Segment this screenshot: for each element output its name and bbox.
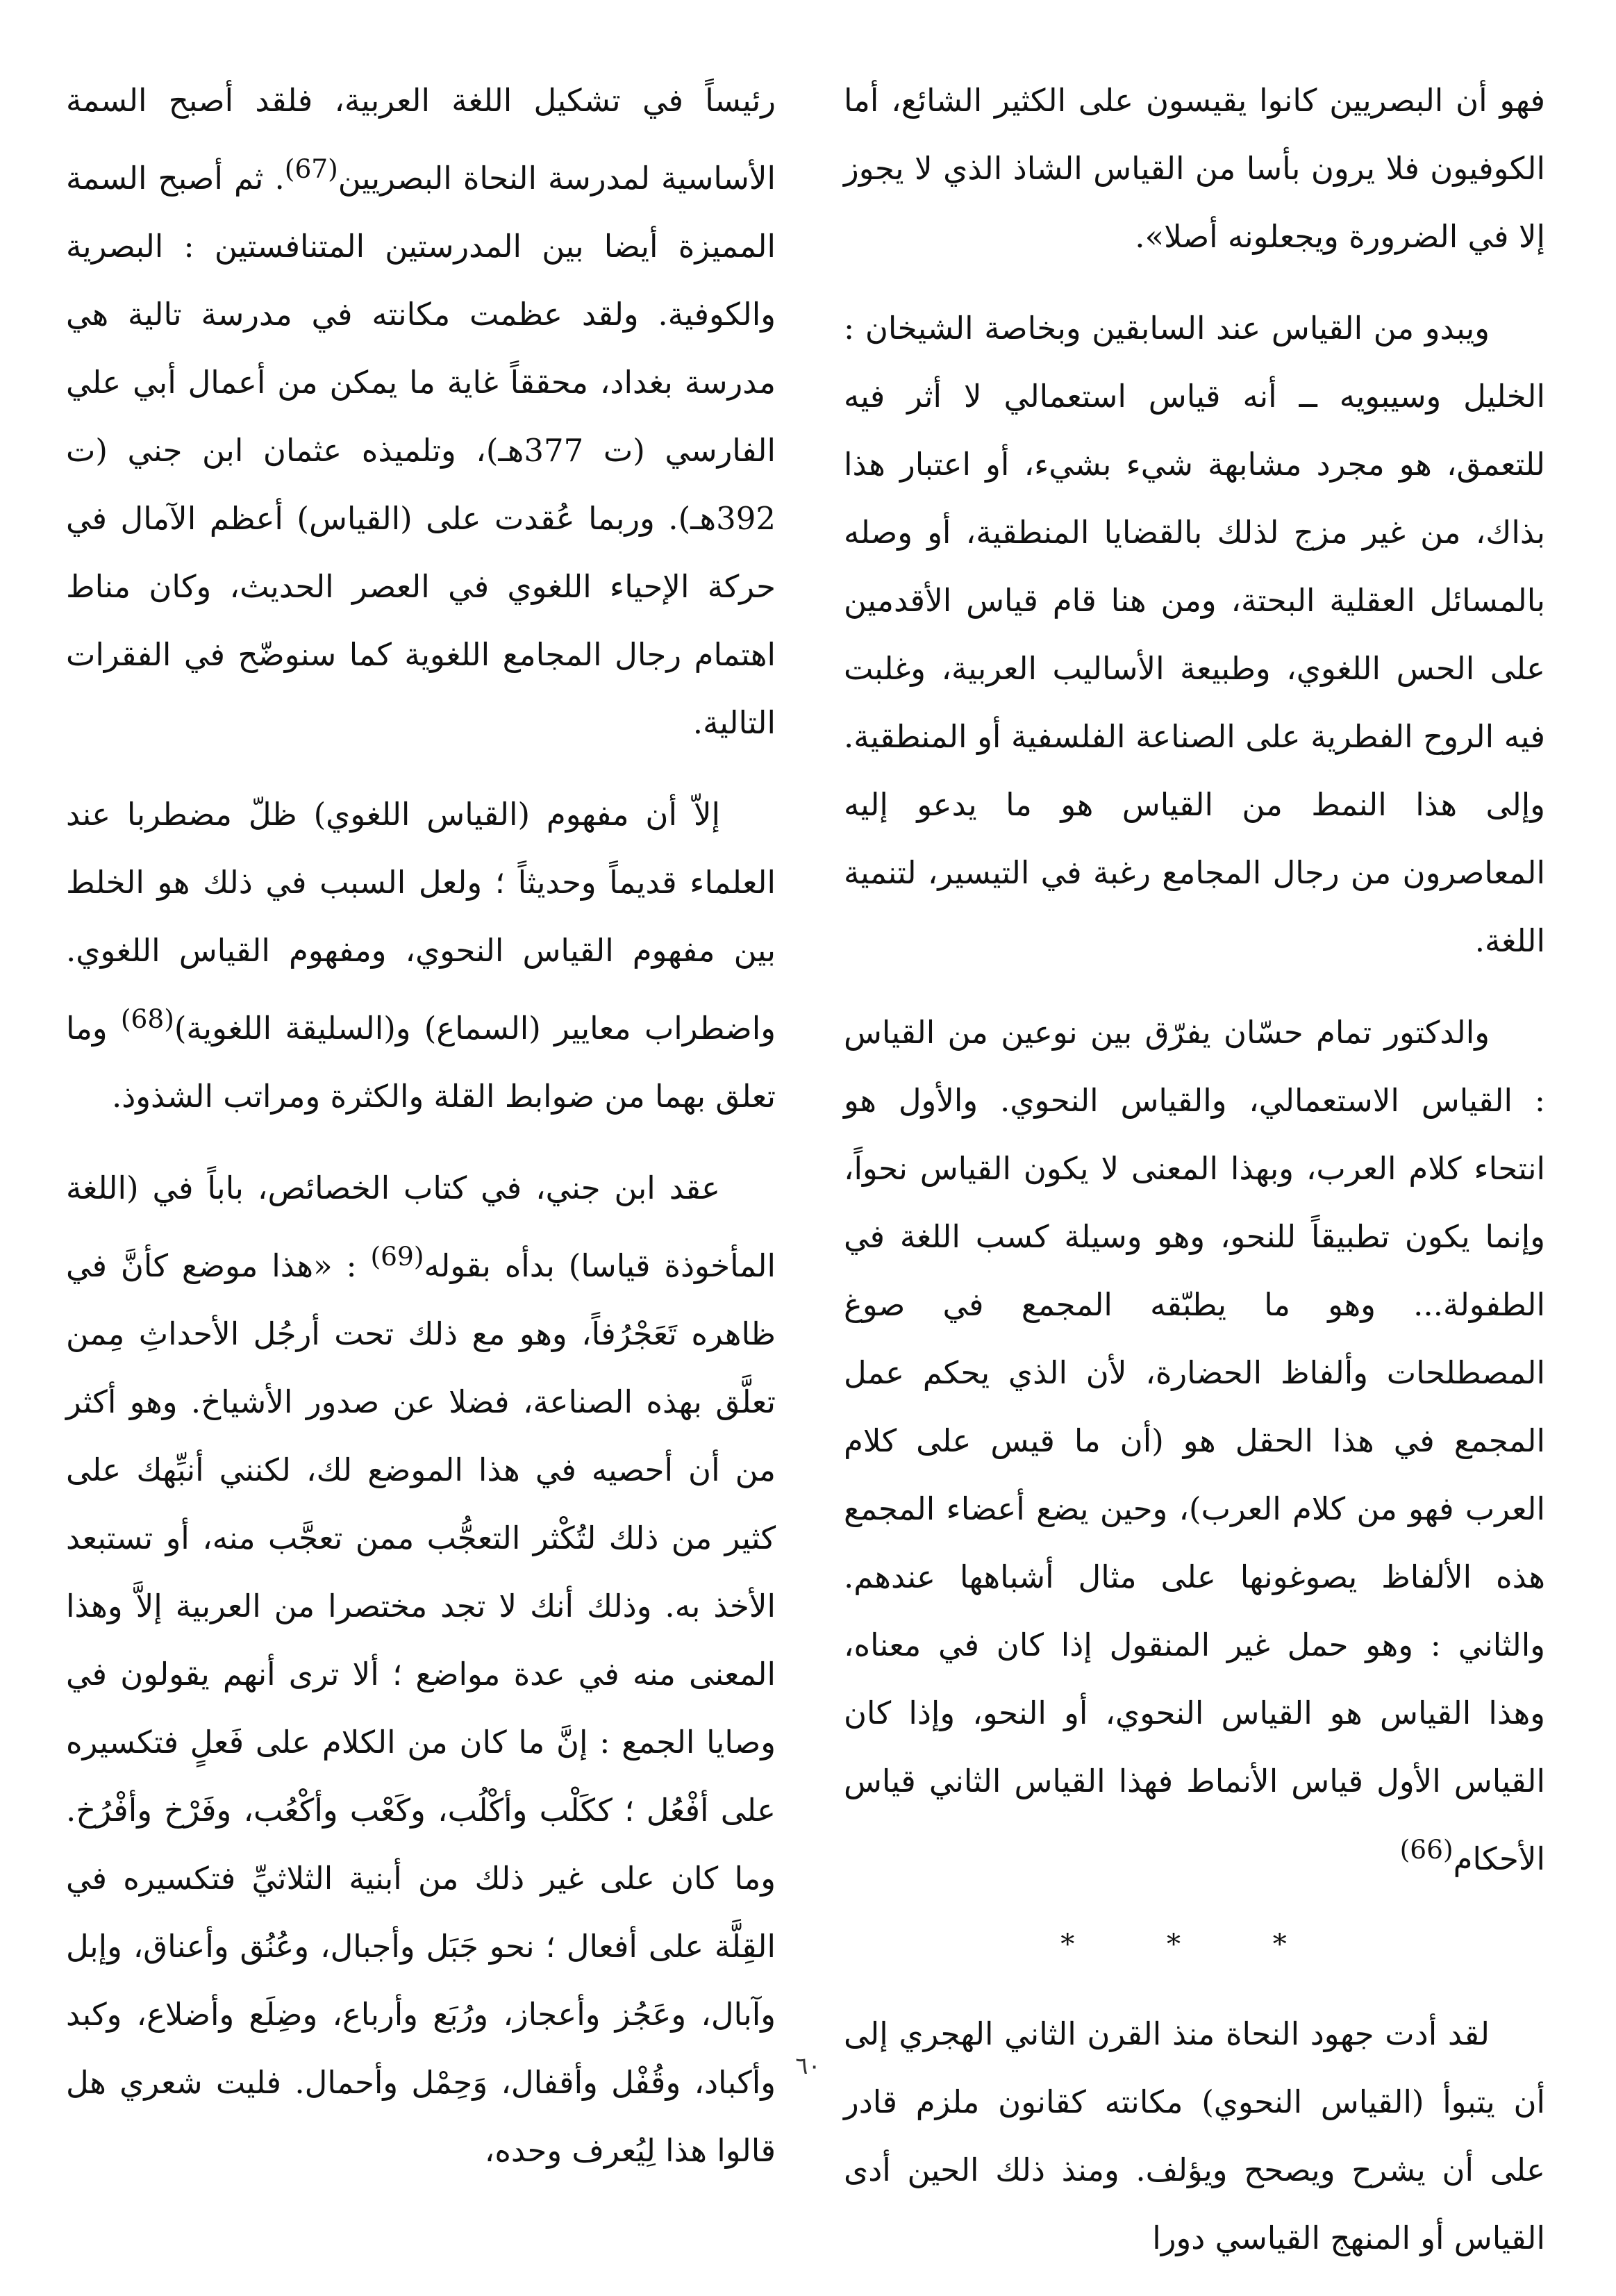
footnote-ref-67: (67) <box>284 153 338 184</box>
footnote-ref-68: (68) <box>120 1004 174 1034</box>
paragraph-role-part-a: رئيساً في تشكيل اللغة العربية، فلقد أصبح السمة الأساسية لمدرسة النحاة البصريين <box>66 82 776 197</box>
paragraph-tammam-hassan-text: والدكتور تمام حسّان يفرّق بين نوعين من القياس : القياس الاستعمالي، والقياس النحوي. والأول هو انتحاء كلام العرب، وبهذا المعنى لا يكون القياس نحواً، وإنما يكون تطبيقاً للنحو، وهو وسيلة كسب اللغة في الطفولة... وهو ما يطبّقه المجمع في صوغ المصطلحات وألفاظ الحضارة، لأن الذي يحكم عمل المجمع في هذا الحقل هو (أن ما قيس على كلام العرب فهو من كلام العرب)، وحين يضع أعضاء المجمع هذه الألفاظ يصوغونها على مثال أشباهها عندهم. والثاني : وهو حمل غير المنقول إذا كان في معناه، وهذا القياس هو القياس النحوي، أو النحو، وإذا كان القياس الأول قياس الأنماط فهذا القياس الثاني قياس الأحكام <box>844 1014 1545 1877</box>
page-number: ٦٠ <box>795 2052 821 2080</box>
paragraph-role-of-analogy <box>66 67 776 757</box>
paragraph-ibn-jinni-quote <box>66 1154 776 2185</box>
left-column <box>66 67 776 2208</box>
right-column <box>844 67 1545 2296</box>
paragraph-continuation: فهو أن البصريين كانوا يقيسون على الكثير الشائع، أما الكوفيون فلا يرون بأسا من القياس الشاذ الذي لا يجوز إلا في الضرورة ويجعلونه أصلا». <box>844 82 1545 255</box>
footnote-ref-69: (69) <box>370 1241 424 1272</box>
footnote-ref-66: (66) <box>1399 1834 1453 1865</box>
paragraph-grammarians-efforts: لقد أدت جهود النحاة منذ القرن الثاني الهجري إلى أن يتبوأ (القياس النحوي) مكانته كقانون ملزم قادر على أن يشرح ويصحح ويؤلف. ومنذ ذلك الحين أدى القياس أو المنهج القياسي دورا <box>844 2015 1545 2256</box>
paragraph-concept-part-a: إلاّ أن مفهوم (القياس اللغوي) ظلّ مضطربا عند العلماء قديماً وحديثاً ؛ ولعل السبب في ذلك هو الخلط بين مفهوم القياس النحوي، ومفهوم القياس اللغوي. واضطراب معايير (السماع) و(السليقة اللغوية) <box>66 796 776 1047</box>
paragraph-quote-part-a: عقد ابن جني، في كتاب الخصائص، باباً في (اللغة المأخوذة قياسا) بدأه بقوله <box>66 1170 776 1284</box>
paragraph-tammam-hassan <box>844 999 1545 1893</box>
paragraph-role-part-b: . ثم أصبح السمة المميزة أيضا بين المدرستين المتنافستين : البصرية والكوفية. ولقد عظمت مكانته في مدرسة تالية هي مدرسة بغداد، محققاً غاية ما يمكن من أعمال أبي علي الفارسي (ت 377هـ)، وتلميذه عثمان ابن جني (ت 392هـ). وربما عُقدت على (القياس) أعظم الآمال في حركة الإحياء اللغوي في العصر الحديث، وكان مناط اهتمام رجال المجامع اللغوية كما سنوضّح في الفقرات التالية. <box>66 160 776 741</box>
paragraph-early-analogy: ويبدو من القياس عند السابقين وبخاصة الشيخان : الخليل وسيبويه ــ أنه قياس استعمالي لا أثر فيه للتعمق، هو مجرد مشابهة شيء بشيء، أو اعتبار هذا بذاك، من غير مزج لذلك بالقضايا المنطقية، أو وصله بالمسائل العقلية البحتة، ومن هنا قام قياس الأقدمين على الحس اللغوي، وطبيعة الأساليب العربية، وغلبت فيه الروح الفطرية على الصناعة الفلسفية أو المنطقية. وإلى هذا النمط من القياس هو ما يدعو إليه المعاصرون من رجال المجامع رغبة في التيسير، لتنمية اللغة. <box>844 310 1545 959</box>
paragraph-quote-part-b: : «هذا موضع كأنَّ في ظاهره تَعَجْرُفاً، وهو مع ذلك تحت أرجُل الأحداثِ مِمن تعلَّق بهذه الصناعة، فضلا عن صدور الأشياخ. وهو أكثر من أن أحصيه في هذا الموضع لك، لكنني أنبِّهك على كثير من ذلك لتُكْثر التعجُّب ممن تعجَّب منه، أو تستبعد الأخذ به. وذلك أنك لا تجد مختصرا من العربية إلاَّ وهذا المعنى منه في عدة مواضع ؛ ألا ترى أنهم يقولون في وصايا الجمع : إنَّ ما كان من الكلام على فَعلٍ فتكسيره على أفْعُل ؛ ككَلْب وأكْلُب، وكَعْب وأكْعُب، وفَرْخ وأفْرُخ. وما كان على غير ذلك من أبنية الثلاثيِّ فتكسيره في القِلَّة على أفعال ؛ نحو جَبَل وأجبال، وعُنُق وأعناق، وإبل وآبال، وعَجُز وأعجاز، ورُبَع وأرباع، وضِلَع وأضلاع، وكبد وأكباد، وقُفْل وأقفال، وَحِمْل وأحمال. فليت شعري هل قالوا هذا لِيُعرف وحده، <box>66 1247 776 2169</box>
paragraph-concept-confusion <box>66 781 776 1131</box>
section-separator: * * * <box>1060 1929 1328 1961</box>
paragraph-concept-part-b: وما تعلق بهما من ضوابط القلة والكثرة ومراتب الشذوذ. <box>66 1010 776 1115</box>
